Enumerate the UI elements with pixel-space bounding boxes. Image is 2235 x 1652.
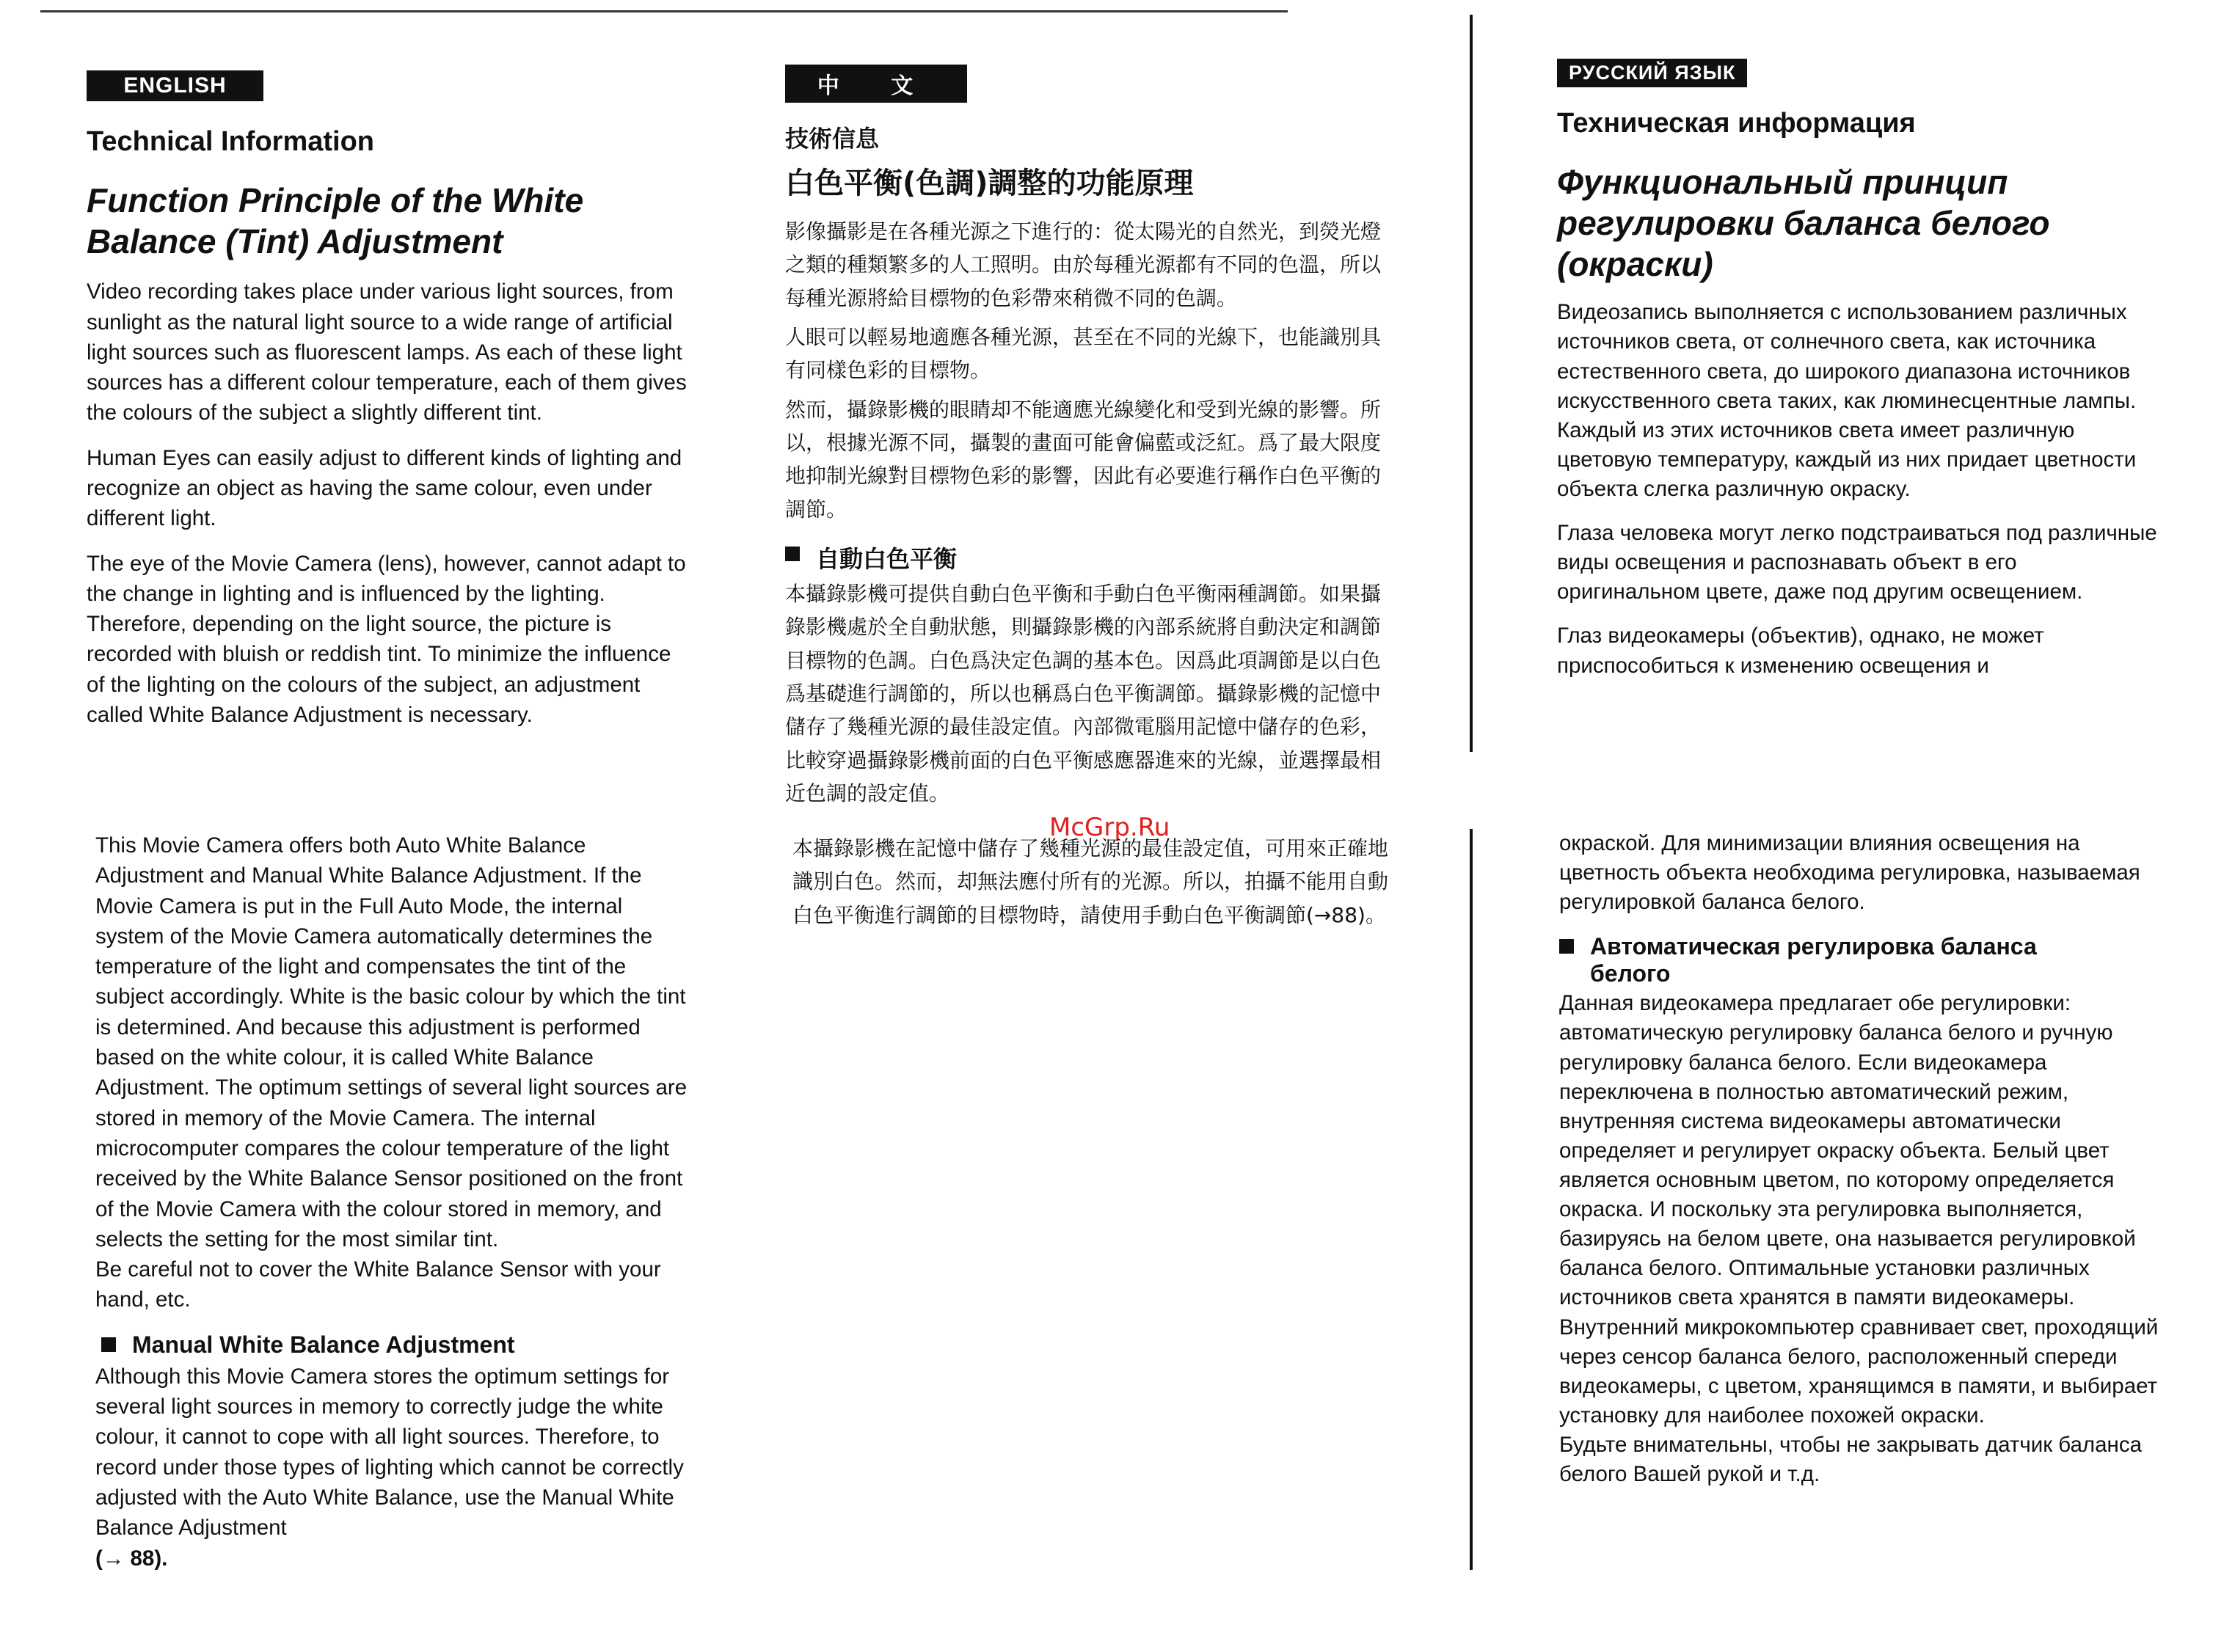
russian-title	[1557, 161, 2159, 285]
english-language-tag: ENGLISH	[87, 70, 263, 101]
chinese-paragraph-3: 然而，攝錄影機的眼睛却不能適應光線變化和受到光線的影響。所以，根據光源不同，攝製的畫面可能會偏藍或泛紅。爲了最大限度地抑制光線對目標物色彩的影響，因此有必要進行稱作白色平衡的調節。	[785, 397, 1382, 522]
russian-paragraph-1: Видеозапись выполняется с использованием различных источников света, от солнечного света, как источника естественного света, до широкого диапазона источников искусственного света таких, как люминесцентные лампы. Каждый из этих источников света имеет различную цветовую температуру, каждый из них придает цветности объекта слегка различную окраску.	[1557, 300, 2137, 501]
chinese-top-text	[785, 215, 1387, 806]
english-top-text	[87, 277, 688, 753]
column-divider-top	[1470, 15, 1473, 752]
russian-language-tag: РУССКИЙ ЯЗЫК	[1557, 59, 1747, 87]
russian-subhead-label	[1590, 933, 2037, 987]
square-bullet-icon	[785, 547, 800, 561]
russian-title-line3: (окраски)	[1557, 245, 1713, 284]
english-paragraph-5: Be careful not to cover the White Balance Sensor with your hand, etc.	[95, 1257, 661, 1312]
chinese-subhead-label: 自動白色平衡	[816, 545, 958, 574]
chinese-subhead-auto-wb	[785, 541, 1387, 574]
russian-subhead-auto-wb	[1559, 933, 2161, 987]
top-scan-edge	[40, 10, 1288, 12]
chinese-language-tag: 中 文	[785, 65, 967, 103]
russian-title-line2: регулировки баланса белого	[1557, 204, 2050, 243]
english-paragraph-2: Human Eyes can easily adjust to different kinds of lighting and recognize an object as having the same colour, even under different light.	[87, 445, 682, 531]
russian-top-text	[1557, 298, 2159, 747]
english-title-line1: Function Principle of the White	[87, 181, 584, 219]
russian-paragraph-2: Глаза человека могут легко подстраиваться под различные виды освещения и распознавать объект в его оригинальном цвете, даже под другим освещением.	[1557, 521, 2157, 604]
chinese-title: 白色平衡(色調)調整的功能原理	[785, 167, 1194, 200]
square-bullet-icon	[101, 1337, 116, 1352]
russian-paragraph-5: Данная видеокамера предлагает обе регулировки: автоматическую регулировку баланса белого и ручную регулировку баланса белого. Если видеокамера переключена в полностью автоматический режим, внутренняя система видеокамеры автоматически определяет и регулирует окраску объекта. Белый цвет является основным цветом, по которому определяется окраска. И поскольку эта регулировка выполняется, базируясь на белом цвете, она называется регулировкой баланса белого. Оптимальные установки различных источников света хранятся в памяти видеокамеры. Внутренний микрокомпьютер сравнивает свет, проходящий через сенсор баланса белого, расположенный спереди видеокамеры, с цветом, хранящимся в памяти, и выбирает установку для наиболее похожей окраски.	[1559, 991, 2159, 1428]
russian-column-bottom	[1559, 829, 2161, 1489]
chinese-paragraph-4: 本攝錄影機可提供自動白色平衡和手動白色平衡兩種調節。如果攝錄影機處於全自動狀態，則攝錄影機的內部系統將自動決定和調節目標物的色調。白色爲決定色調的基本色。因爲此項調節是以白色爲基礎進行調節的，所以也稱爲白色平衡調節。攝錄影機的記憶中儲存了幾種光源的最佳設定值。內部微電腦用記憶中儲存的色彩，比較穿過攝錄影機前面的白色平衡感應器進來的光線，並選擇最相近色調的設定值。	[785, 582, 1382, 806]
russian-subhead-line1: Автоматическая регулировка баланса	[1590, 933, 2037, 960]
russian-subhead-line2: белого	[1590, 960, 1671, 987]
square-bullet-icon	[1559, 939, 1574, 954]
russian-paragraph-6: Будьте внимательны, чтобы не закрывать датчик баланса белого Вашей рукой и т.д.	[1559, 1432, 2142, 1487]
chinese-paragraph-2: 人眼可以輕易地適應各種光源，甚至在不同的光線下，也能識別具有同樣色彩的目標物。	[785, 324, 1382, 383]
english-paragraph-6	[95, 1362, 690, 1574]
english-title	[87, 180, 688, 262]
english-section-title: Technical Information	[87, 126, 375, 157]
english-subhead-label: Manual White Balance Adjustment	[132, 1331, 515, 1358]
english-paragraph-1: Video recording takes place under various light sources, from sunlight as the natural light source to a wide range of artificial light sources such as fluorescent lamps. As each of these light sources has a different colour temperature, each of them gives the colours of the subject a slightly different tint.	[87, 279, 687, 425]
russian-paragraph-3: Глаз видеокамеры (объектив), однако, не может приспособиться к изменению освещения и	[1557, 624, 2044, 678]
russian-column-top	[1557, 59, 2159, 747]
russian-title-line1: Функциональный принцип	[1557, 163, 2008, 201]
watermark: McGrp.Ru	[1049, 813, 1170, 842]
chinese-column-top	[785, 65, 1387, 806]
column-divider-bottom	[1470, 829, 1473, 1570]
chinese-paragraph-5: 本攝錄影機在記憶中儲存了幾種光源的最佳設定值，可用來正確地識別白色。然而，却無法應付所有的光源。所以，拍攝不能用自動白色平衡進行調節的目標物時，請使用手動白色平衡調節(→88)。	[792, 836, 1389, 927]
english-title-line2: Balance (Tint) Adjustment	[87, 222, 503, 261]
english-page-reference: (→ 88).	[95, 1546, 168, 1571]
russian-paragraph-4: окраской. Для минимизации влияния освещения на цветность объекта необходима регулировка, называемая регулировкой баланса белого.	[1559, 831, 2140, 915]
chinese-paragraph-1: 影像攝影是在各種光源之下進行的：從太陽光的自然光，到熒光燈之類的種類繁多的人工照明。由於每種光源都有不同的色溫，所以每種光源將給目標物的色彩帶來稍微不同的色調。	[785, 219, 1382, 310]
english-subhead-manual-wb	[95, 1331, 690, 1359]
chinese-column-bottom	[792, 832, 1394, 932]
english-column-top	[87, 70, 688, 753]
english-paragraph-3: The eye of the Movie Camera (lens), however, cannot adapt to the change in lighting and is influenced by the lighting. Therefore, depending on the light source, the picture is recorded with bluish or reddish tint. To minimize the influence of the lighting on the colours of the subject, an adjustment called White Balance Adjustment is necessary.	[87, 551, 686, 728]
english-column-bottom	[95, 830, 690, 1574]
chinese-section-title: 技術信息	[785, 125, 880, 153]
english-paragraph-4: This Movie Camera offers both Auto White Balance Adjustment and Manual White Balance Adjustment. If the Movie Camera is put in the Full Auto Mode, the internal system of the Movie Camera automatically determines the temperature of the light and compensates the tint of the subject accordingly. White is the basic colour by which the tint is determined. And because this adjustment is performed based on the white colour, it is called White Balance Adjustment. The optimum settings of several light sources are stored in memory of the Movie Camera. The internal microcomputer compares the colour temperature of the light received by the White Balance Sensor positioned on the front of the Movie Camera with the colour stored in memory, and selects the setting for the most similar tint.	[95, 833, 688, 1251]
russian-section-title: Техническая информация	[1557, 108, 1916, 139]
english-paragraph-6-text: Although this Movie Camera stores the optimum settings for several light sources in memory to correctly judge the white colour, it cannot to cope with all light sources. Therefore, to record under those types of lighting which cannot be correctly adjusted with the Auto White Balance, use the Manual White Balance Adjustment	[95, 1364, 684, 1540]
